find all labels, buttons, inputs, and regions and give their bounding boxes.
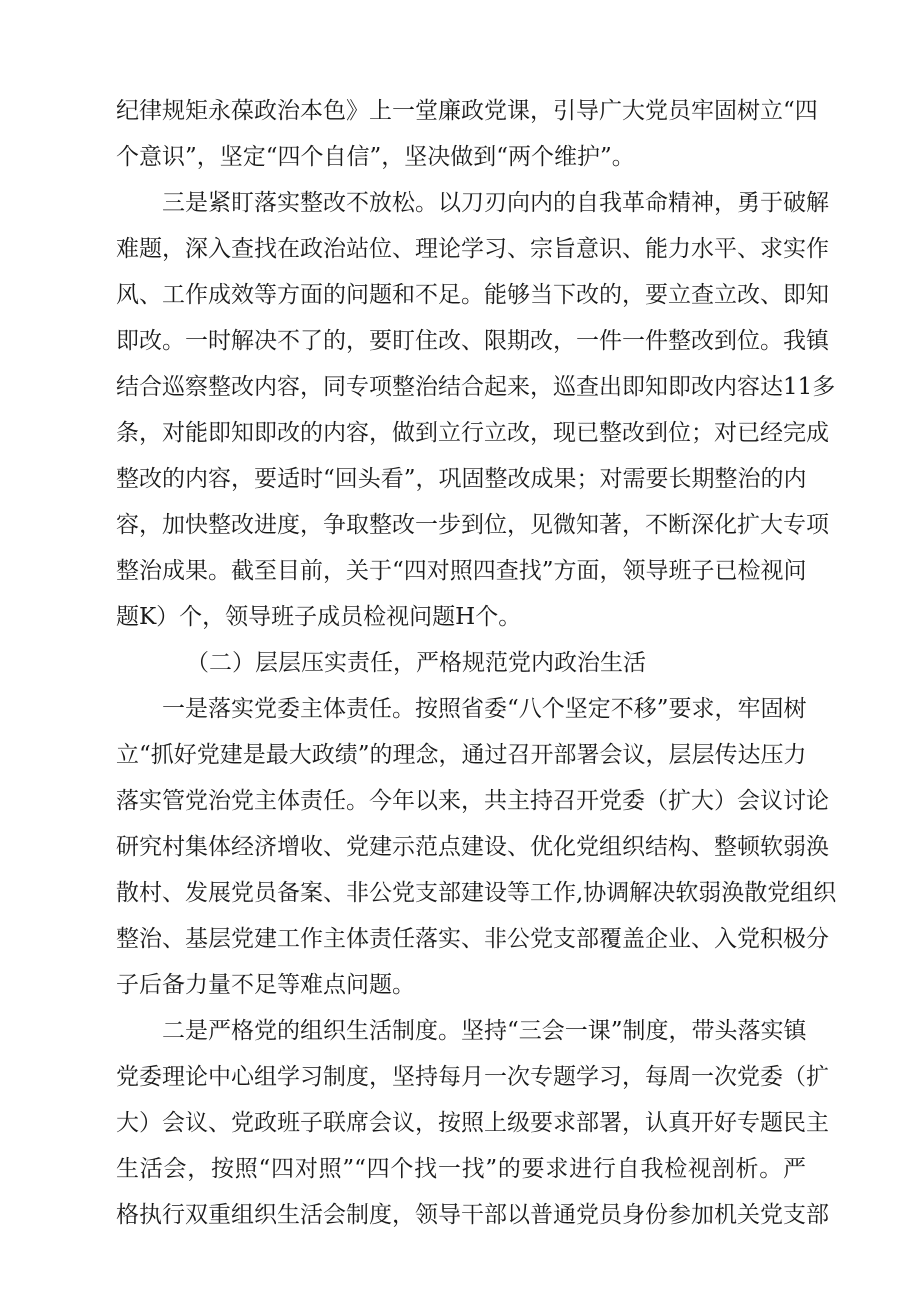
text-line: 即改。一时解决不了的，要盯住改、限期改，一件一件整改到位。我镇 (116, 328, 829, 354)
text-line: 难题，深入查找在政治站位、理论学习、宗旨意识、能力水平、求实作 (116, 236, 829, 262)
text-line: 整改的内容，要适时“回头看”，巩固整改成果；对需要长期整治的内 (116, 466, 807, 492)
text-line: 条，对能即知即改的内容，做到立行立改，现已整改到位；对已经完成 (116, 420, 829, 446)
text-line: 生活会，按照“四对照”“四个找一找”的要求进行自我检视剖析。严 (116, 1156, 806, 1182)
text-line: 个意识”，坚定“四个自信”，坚决做到“两个维护”。 (116, 144, 635, 170)
text-line: 风、工作成效等方面的问题和不足。能够当下改的，要立查立改、即知 (116, 282, 829, 308)
paragraph-start-line: 三是紧盯落实整改不放松。以刀刃向内的自我革命精神，勇于破解 (162, 190, 829, 216)
text-line: 散村、发展党员备案、非公党支部建设等工作,协调解决软弱涣散党组织 (116, 880, 837, 906)
text-line: 整治、基层党建工作主体责任落实、非公党支部覆盖企业、入党积极分 (116, 926, 829, 952)
text-line: 党委理论中心组学习制度，坚持每月一次专题学习，每周一次党委（扩 (116, 1064, 829, 1090)
text-line: 整治成果。截至目前，关于“四对照四查找”方面，领导班子已检视问 (116, 558, 807, 584)
paragraph-start-line: 一是落实党委主体责任。按照省委“八个坚定不移”要求，牢固树 (162, 696, 807, 722)
text-line: 格执行双重组织生活会制度，领导干部以普通党员身份参加机关党支部 (116, 1202, 829, 1228)
text-line: 研究村集体经济增收、党建示范点建设、优化党组织结构、整顿软弱涣 (116, 834, 829, 860)
text-line: 结合巡察整改内容，同专项整治结合起来，巡查出即知即改内容达11多 (116, 374, 836, 400)
text-line: 纪律规矩永葆政治本色》上一堂廉政党课，引导广大党员牢固树立“四 (116, 98, 818, 124)
text-line: 落实管党治党主体责任。今年以来，共主持召开党委（扩大）会议讨论 (116, 788, 829, 814)
text-line: 容，加快整改进度，争取整改一步到位，见微知著，不断深化扩大专项 (116, 512, 829, 538)
text-line: 大）会议、党政班子联席会议，按照上级要求部署，认真开好专题民主 (116, 1110, 829, 1136)
text-line: 题K）个，领导班子成员检视问题H个。 (116, 604, 522, 630)
text-line: 立“抓好党建是最大政绩”的理念，通过召开部署会议，层层传达压力 (116, 742, 807, 768)
paragraph-start-line: 二是严格党的组织生活制度。坚持“三会一课”制度，带头落实镇 (162, 1018, 807, 1044)
body-text (116, 88, 837, 1238)
section-heading: （二）层层压实责任，严格规范党内政治生活 (186, 650, 646, 676)
text-line: 子后备力量不足等难点问题。 (116, 972, 415, 998)
